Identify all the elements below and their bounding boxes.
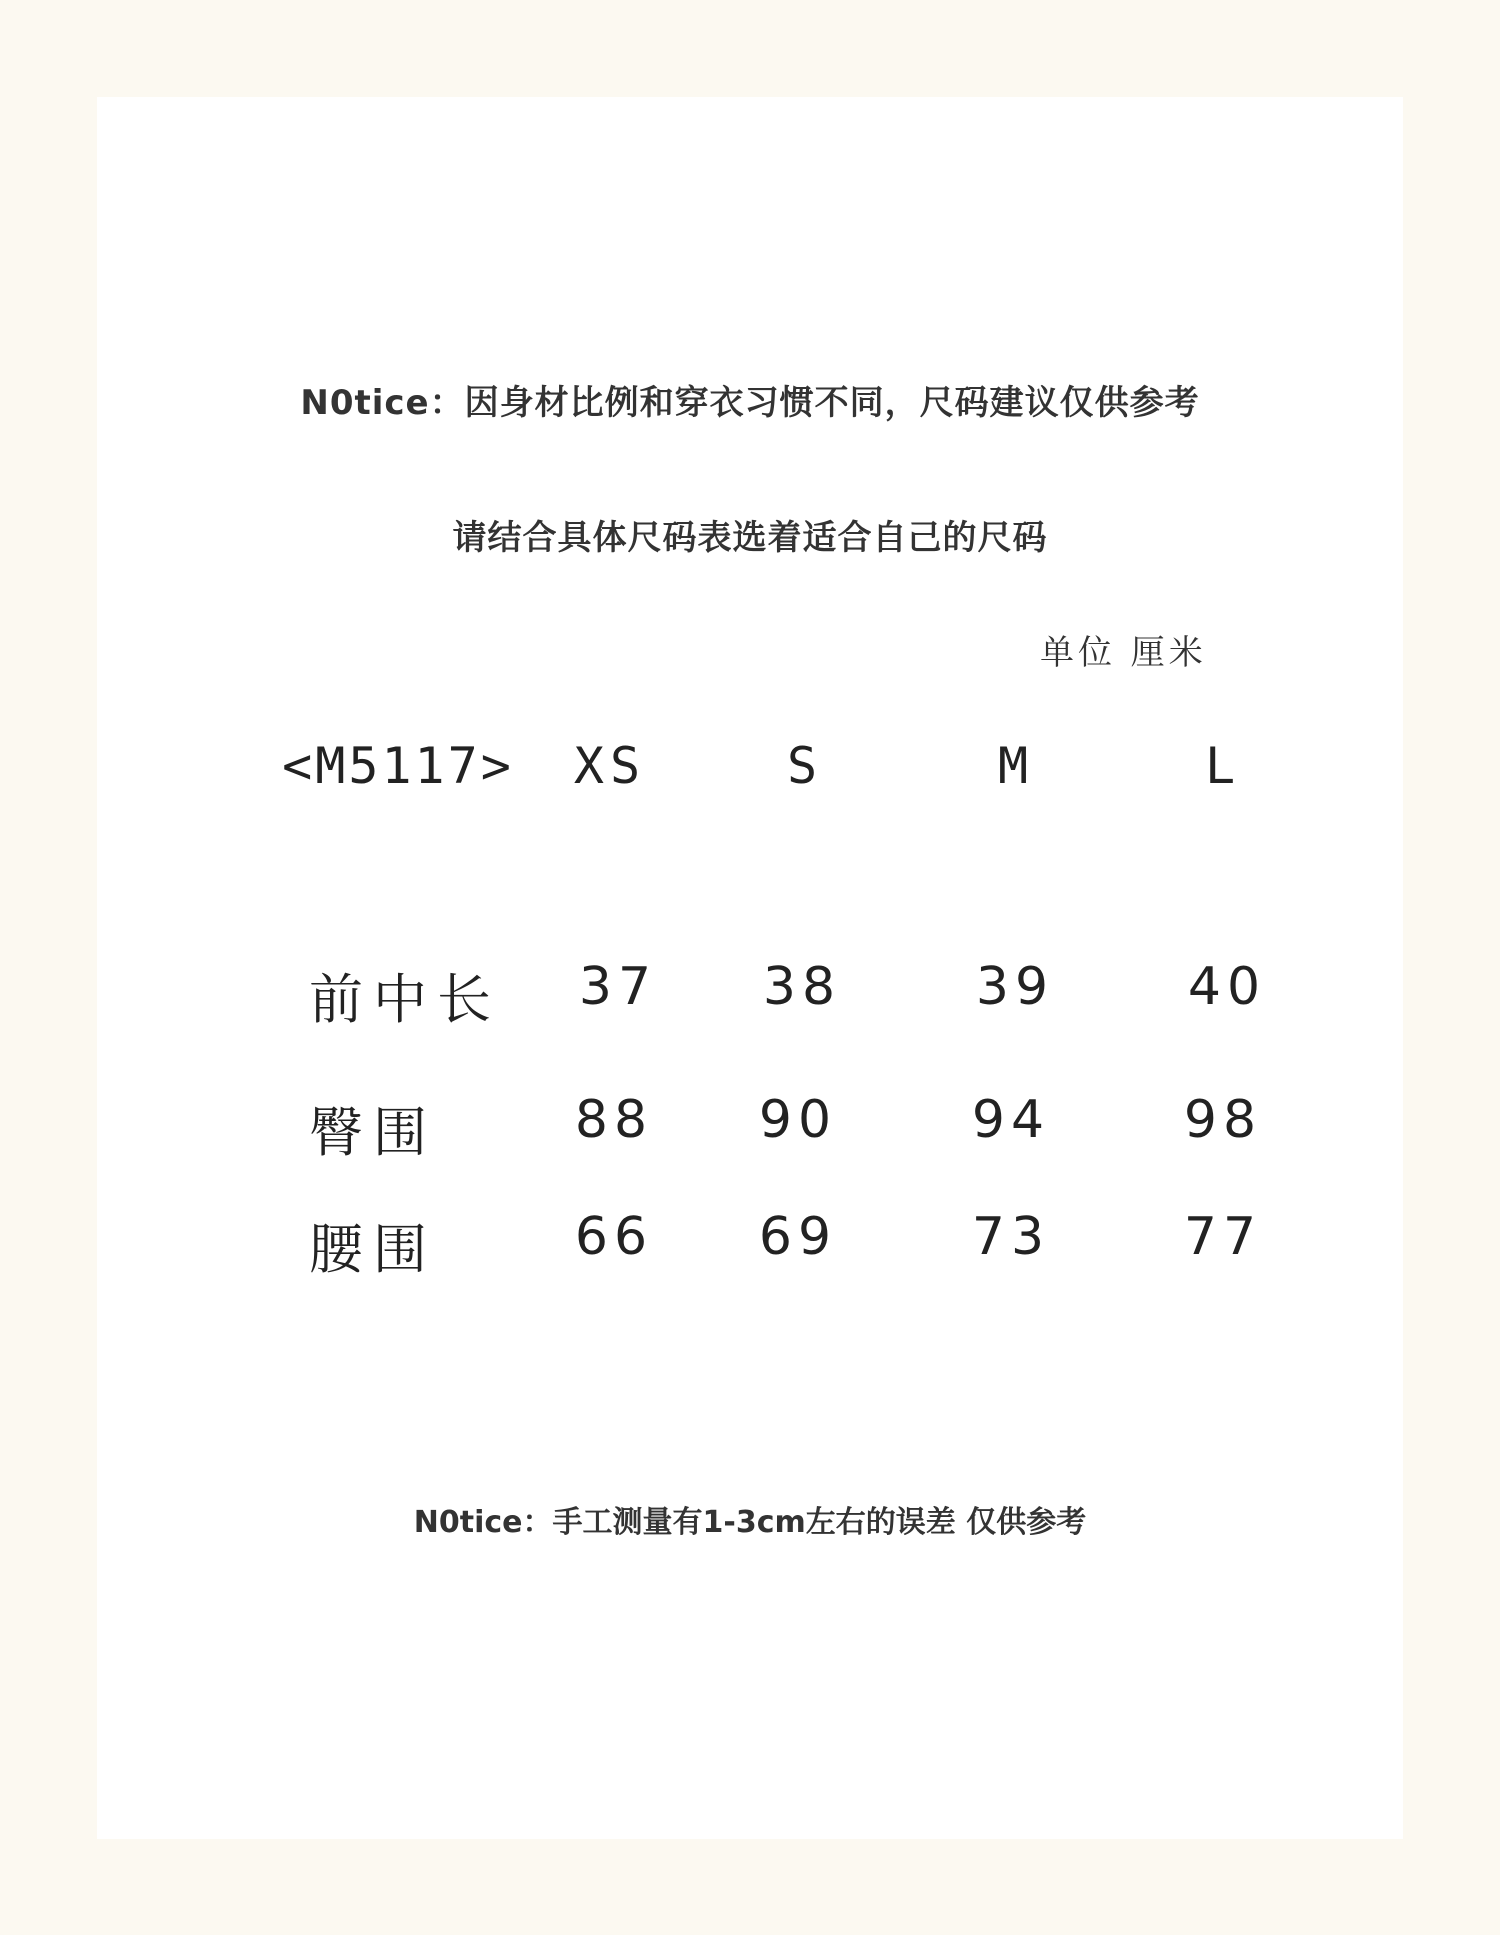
model-number: <M5117> bbox=[282, 737, 514, 795]
size-table bbox=[97, 97, 1403, 1839]
table-cell: 39 bbox=[975, 957, 1055, 1017]
row-label-hip: 臀围 bbox=[309, 1101, 437, 1164]
size-header-s: S bbox=[786, 737, 824, 795]
table-cell: 90 bbox=[758, 1090, 838, 1150]
row-label-front-length: 前中长 bbox=[309, 968, 501, 1031]
table-cell: 88 bbox=[574, 1090, 654, 1150]
table-cell: 66 bbox=[574, 1207, 654, 1267]
table-cell: 40 bbox=[1187, 957, 1267, 1017]
notice-line-1: N0tice：因身材比例和穿衣习惯不同，尺码建议仅供参考 bbox=[300, 383, 1200, 423]
unit-label: 单位 厘米 bbox=[1040, 633, 1207, 673]
table-cell: 38 bbox=[762, 957, 842, 1017]
size-header-xs: XS bbox=[573, 737, 647, 795]
size-header-m: M bbox=[997, 737, 1035, 795]
table-cell: 98 bbox=[1183, 1090, 1263, 1150]
row-label-waist: 腰围 bbox=[309, 1218, 437, 1281]
size-chart-card bbox=[97, 97, 1403, 1839]
table-cell: 69 bbox=[758, 1207, 838, 1267]
table-cell: 37 bbox=[578, 957, 658, 1017]
size-header-l: L bbox=[1204, 737, 1242, 795]
table-cell: 73 bbox=[971, 1207, 1051, 1267]
table-cell: 77 bbox=[1183, 1207, 1263, 1267]
measurement-notice: N0tice：手工测量有1-3cm左右的误差 仅供参考 bbox=[413, 1505, 1087, 1540]
table-cell: 94 bbox=[971, 1090, 1051, 1150]
notice-line-2: 请结合具体尺码表选着适合自己的尺码 bbox=[452, 518, 1048, 558]
